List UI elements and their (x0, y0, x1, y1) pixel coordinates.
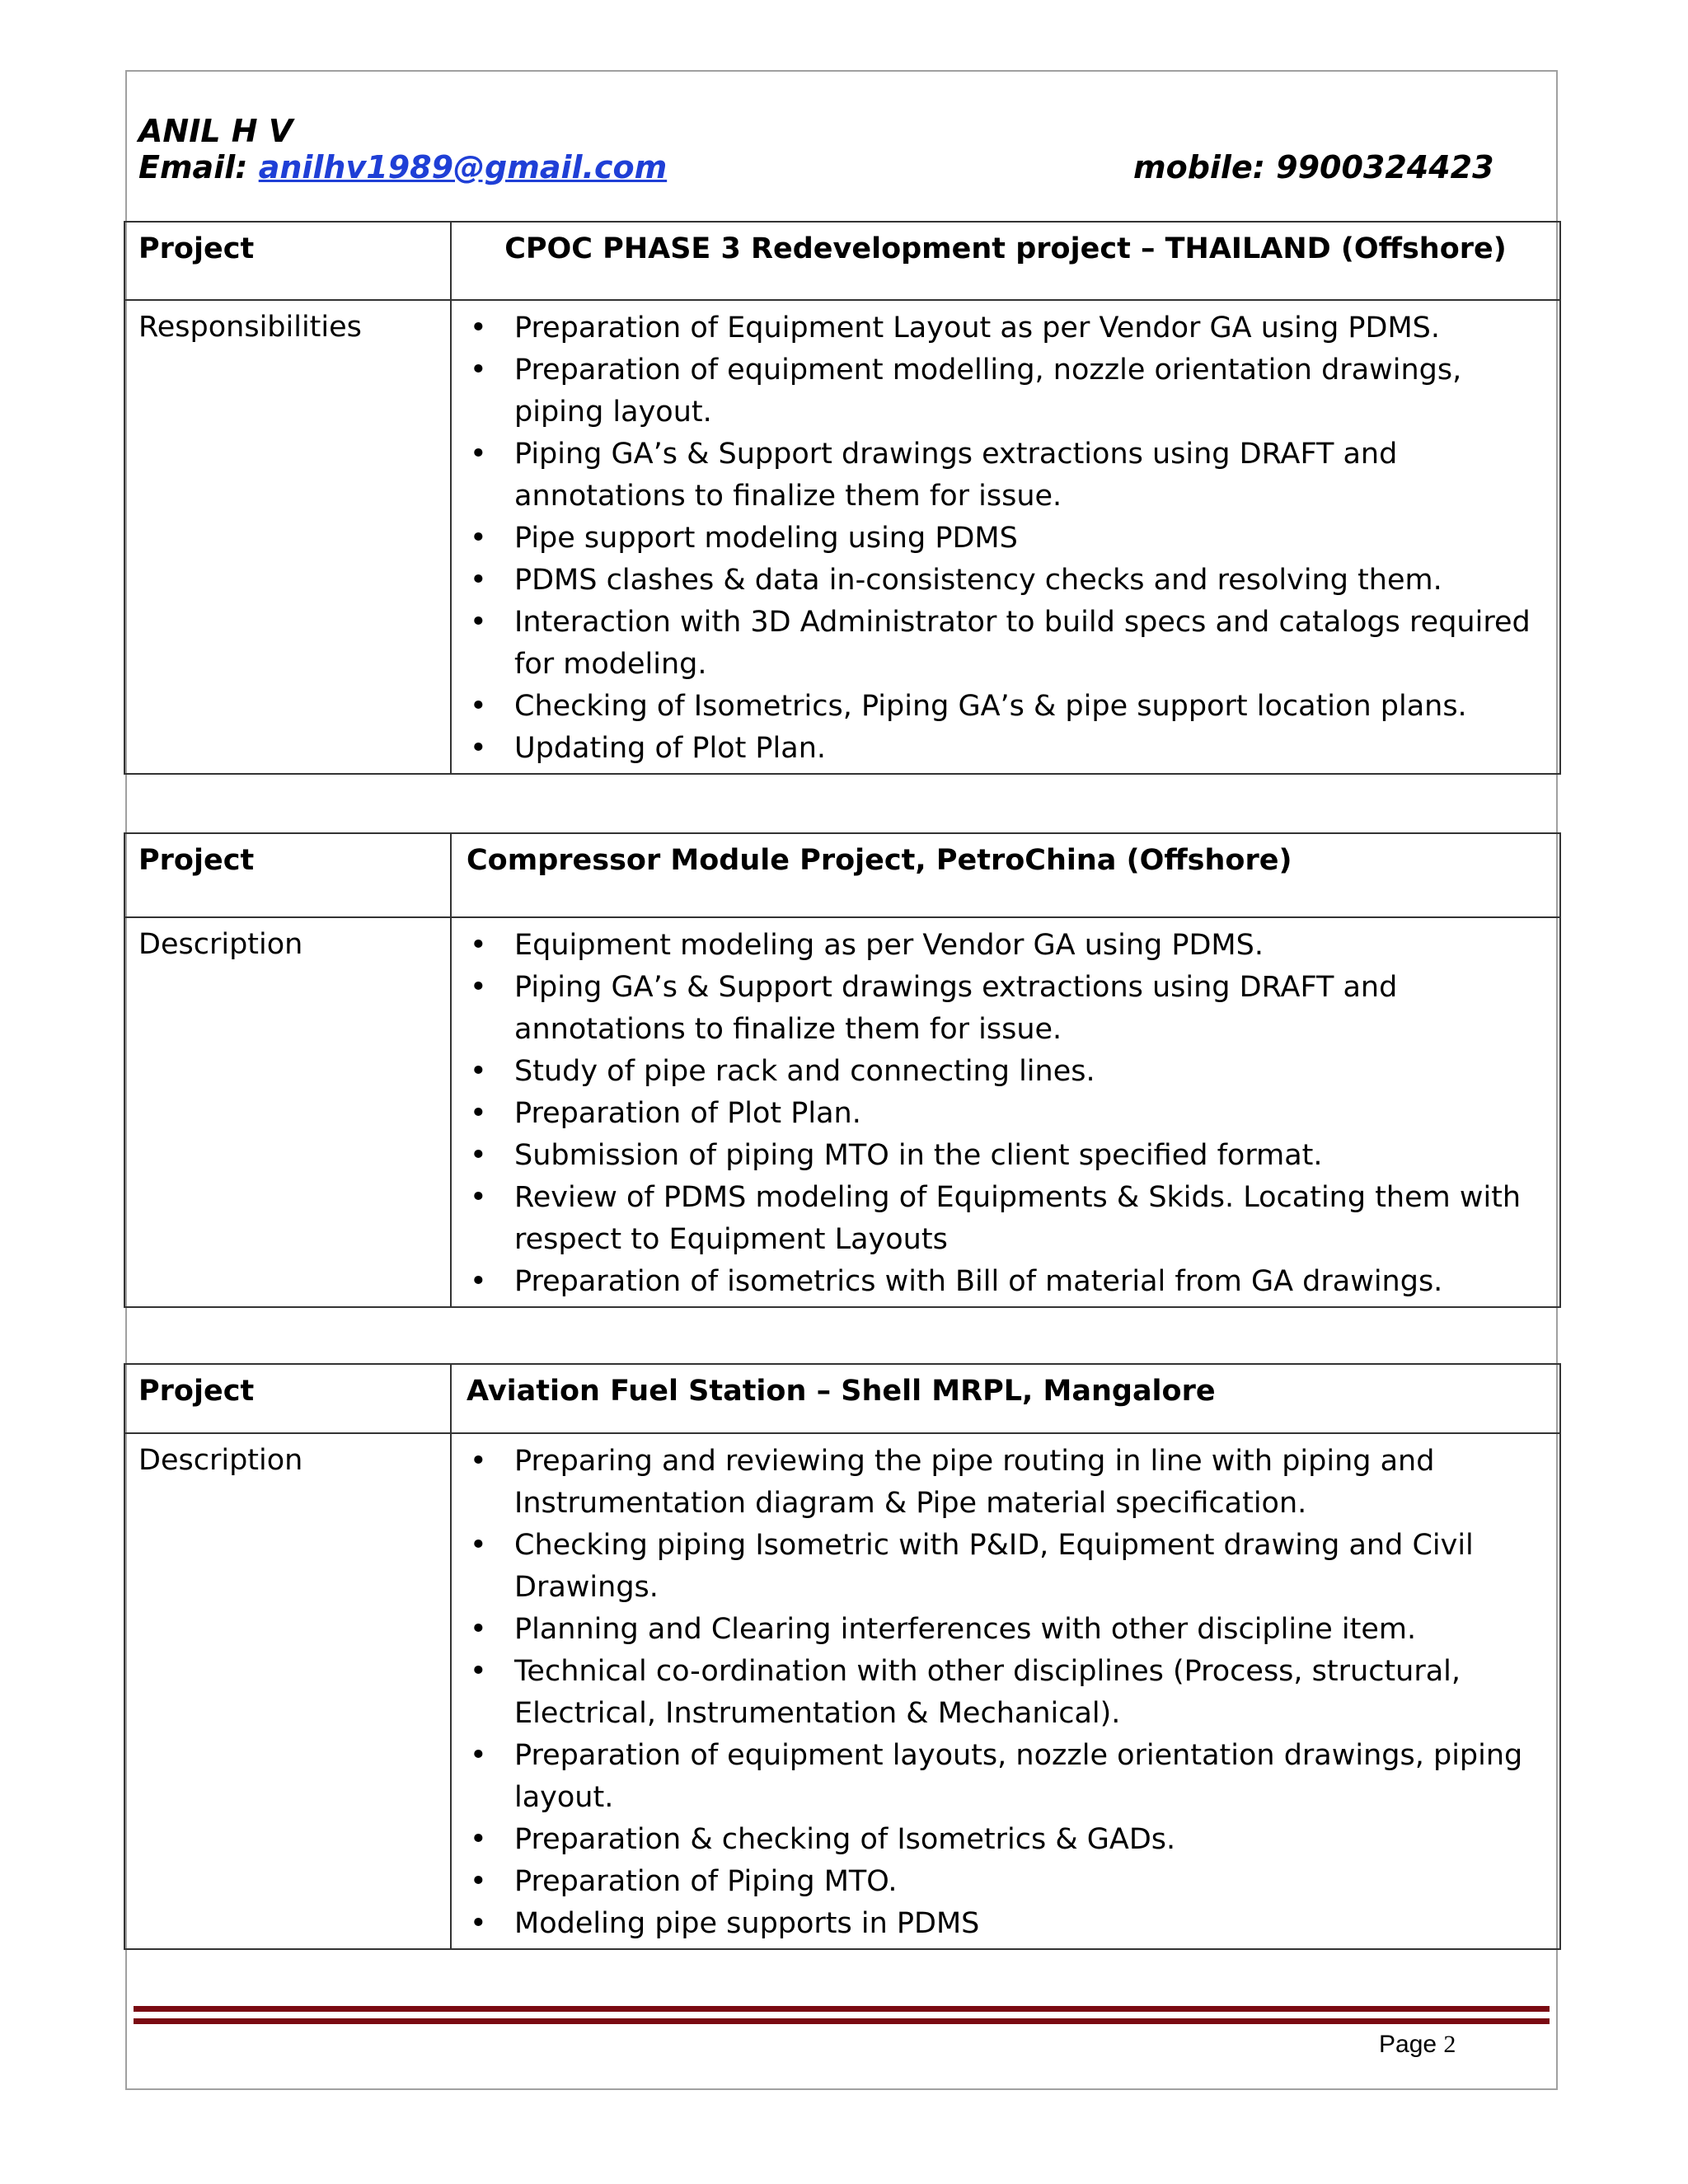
bullet-icon: • (470, 312, 487, 344)
bullet-icon: • (470, 606, 487, 639)
list-item-text: Preparation of Piping MTO. (514, 1865, 898, 1898)
resume-name: ANIL H V (138, 113, 293, 149)
list-item (452, 602, 1546, 686)
project-title: CPOC PHASE 3 Redevelopment project – THAILAND (Offshore) (451, 222, 1560, 300)
bullet-icon: • (470, 1823, 487, 1856)
bullet-icon: • (470, 564, 487, 597)
bullet-icon: • (470, 929, 487, 962)
list-item-text: Interaction with 3D Administrator to build specs and catalogs required for modeling. (514, 606, 1531, 681)
list-item-text: Preparation of equipment modelling, nozzle orientation drawings, piping layout. (514, 354, 1462, 429)
list-item-text: Modeling pipe supports in PDMS (514, 1907, 980, 1940)
list-item-text: Preparing and reviewing the pipe routing in line with piping and Instrumentation diagram & Pipe material specification. (514, 1445, 1435, 1520)
list-item-text: Planning and Clearing interferences with other discipline item. (514, 1613, 1417, 1646)
project-table-3 (124, 1363, 1561, 1950)
list-item-text: Checking piping Isometric with P&ID, Equipment drawing and Civil Drawings. (514, 1529, 1474, 1604)
project-label: Project (124, 1364, 451, 1433)
bullet-icon: • (470, 1613, 487, 1646)
list-item-text: Preparation of Equipment Layout as per Vendor GA using PDMS. (514, 312, 1441, 344)
project-title: Aviation Fuel Station – Shell MRPL, Mangalore (451, 1364, 1560, 1433)
list-item (452, 1609, 1546, 1651)
bullet-icon: • (470, 1445, 487, 1478)
bullet-icon: • (470, 1739, 487, 1772)
list-item-text: Piping GA’s & Support drawings extractions using DRAFT and annotations to finalize them for issue. (514, 438, 1398, 513)
bullet-icon: • (470, 1529, 487, 1562)
list-item-text: PDMS clashes & data in-consistency checks and resolving them. (514, 564, 1442, 597)
email-link[interactable]: anilhv1989@gmail.com (258, 149, 668, 185)
bullet-icon: • (470, 1055, 487, 1088)
description-cell (451, 1433, 1560, 1949)
mobile-number: mobile: 9900324423 (1133, 149, 1494, 185)
list-item (452, 1441, 1546, 1525)
list-item (452, 1135, 1546, 1177)
project-label: Project (124, 222, 451, 300)
bullet-icon: • (470, 1907, 487, 1940)
list-item (452, 1651, 1546, 1735)
page-label: Page (1379, 2031, 1437, 2058)
list-item (452, 1861, 1546, 1903)
bullet-icon: • (470, 1865, 487, 1898)
bullet-list (452, 301, 1559, 773)
list-item (452, 1525, 1546, 1609)
list-item (452, 1819, 1546, 1861)
project-table-2 (124, 832, 1561, 1308)
list-item (452, 349, 1546, 434)
list-item (452, 1051, 1546, 1093)
footer-rule-bottom (134, 2018, 1550, 2024)
list-item (452, 1261, 1546, 1303)
bullet-icon: • (470, 354, 487, 387)
list-item (452, 686, 1546, 728)
bullet-list (452, 1434, 1559, 1948)
list-item (452, 560, 1546, 602)
list-item-text: Submission of piping MTO in the client specified format. (514, 1139, 1323, 1172)
list-item (452, 307, 1546, 349)
list-item (452, 1093, 1546, 1135)
page-number (1379, 2030, 1456, 2060)
list-item (452, 1177, 1546, 1261)
email-label: Email: (138, 149, 248, 185)
description-cell (451, 917, 1560, 1307)
email-line (138, 148, 667, 186)
footer-rule-top (134, 2006, 1550, 2012)
list-item-text: Preparation of isometrics with Bill of material from GA drawings. (514, 1265, 1443, 1298)
bullet-icon: • (470, 1181, 487, 1214)
project-title: Compressor Module Project, PetroChina (Offshore) (451, 833, 1560, 917)
bullet-icon: • (470, 522, 487, 555)
project-table-1 (124, 221, 1561, 775)
bullet-icon: • (470, 732, 487, 765)
list-item-text: Review of PDMS modeling of Equipments & Skids. Locating them with respect to Equipment Layouts (514, 1181, 1522, 1256)
list-item (452, 728, 1546, 770)
bullet-icon: • (470, 690, 487, 723)
list-item-text: Equipment modeling as per Vendor GA using PDMS. (514, 929, 1264, 962)
responsibility-cell (451, 300, 1560, 774)
list-item (452, 1903, 1546, 1945)
list-item (452, 1735, 1546, 1819)
list-item-text: Preparation of Plot Plan. (514, 1097, 861, 1130)
bullet-list (452, 918, 1559, 1306)
list-item (452, 967, 1546, 1051)
list-item-text: Checking of Isometrics, Piping GA’s & pipe support location plans. (514, 690, 1467, 723)
list-item-text: Study of pipe rack and connecting lines. (514, 1055, 1095, 1088)
section-label: Description (124, 917, 451, 1307)
bullet-icon: • (470, 1265, 487, 1298)
project-label: Project (124, 833, 451, 917)
bullet-icon: • (470, 1097, 487, 1130)
list-item-text: Preparation of equipment layouts, nozzle orientation drawings, piping layout. (514, 1739, 1523, 1814)
list-item-text: Preparation & checking of Isometrics & GADs. (514, 1823, 1176, 1856)
section-label: Description (124, 1433, 451, 1949)
list-item-text: Pipe support modeling using PDMS (514, 522, 1018, 555)
bullet-icon: • (470, 1139, 487, 1172)
list-item (452, 925, 1546, 967)
list-item-text: Piping GA’s & Support drawings extractions using DRAFT and annotations to finalize them for issue. (514, 971, 1398, 1046)
bullet-icon: • (470, 438, 487, 471)
page-number-value: 2 (1443, 2031, 1456, 2058)
list-item (452, 434, 1546, 518)
bullet-icon: • (470, 971, 487, 1004)
list-item (452, 518, 1546, 560)
bullet-icon: • (470, 1655, 487, 1688)
section-label: Responsibilities (124, 300, 451, 774)
list-item-text: Updating of Plot Plan. (514, 732, 827, 765)
list-item-text: Technical co-ordination with other disciplines (Process, structural, Electrical, Instrumentation & Mechanical). (514, 1655, 1461, 1730)
